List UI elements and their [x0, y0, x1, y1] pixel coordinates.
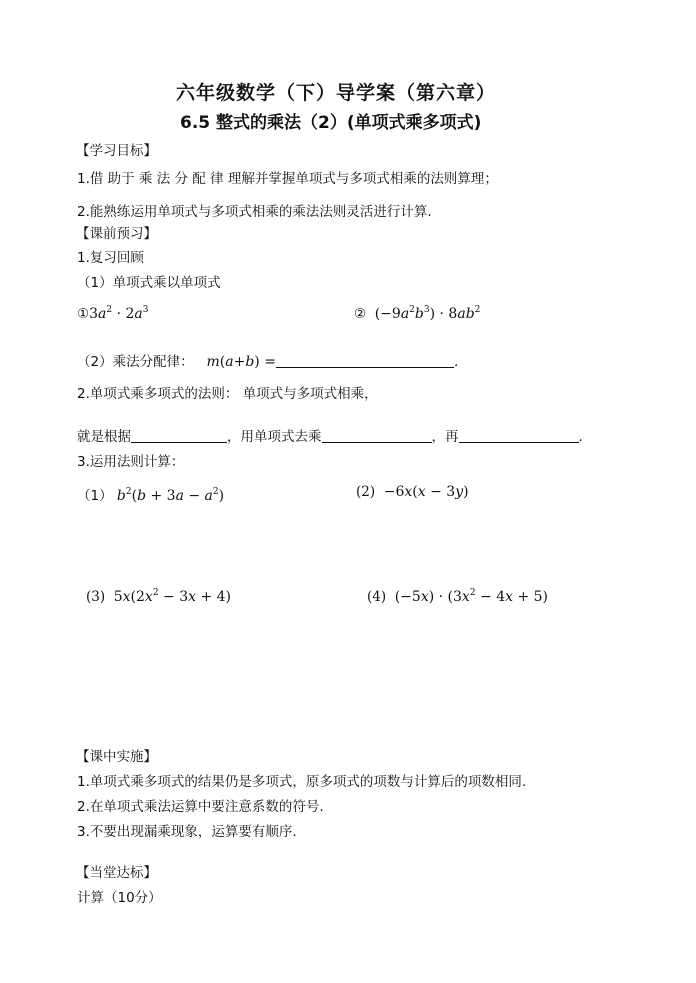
- exercise-2-expression: $(-9a^2b^3) \cdot 8ab^2$: [374, 305, 481, 322]
- rule-part-2: ，用单项式去乘: [227, 429, 322, 445]
- objectives-heading: 【学习目标】: [76, 143, 157, 159]
- rule-blank-3[interactable]: [459, 428, 579, 443]
- calc-problem-2-expression: −6x(x − 3y): [383, 484, 469, 500]
- calc-problem-4-expression: $(-5x) \cdot (3x^2 - 4x + 5)$: [394, 588, 549, 605]
- review-heading: 1.复习回顾: [77, 250, 144, 266]
- distributive-law-blank[interactable]: [276, 353, 454, 368]
- calc-problem-1-label: （1）: [77, 488, 113, 504]
- calc-problem-1-expression: $b^2(b + 3a - a^2)$: [116, 487, 225, 504]
- implementation-heading: 【课中实施】: [76, 749, 157, 765]
- calc-problem-2: [356, 484, 469, 500]
- rule-end: .: [578, 429, 583, 445]
- exercise-1: [77, 306, 149, 322]
- calc-problem-3-expression: $5x(2x^2 - 3x + 4)$: [113, 588, 232, 605]
- implementation-item-3: 3.不要出现漏乘现象，运算要有顺序.: [77, 824, 297, 840]
- objective-item-1: 1.借 助于 乘 法 分 配 律 理解并掌握单项式与多项式相乘的法则算理；: [77, 171, 498, 187]
- sub1-heading: （1）单项式乘以单项式: [77, 275, 221, 291]
- rule-fill-line: [77, 425, 583, 445]
- calc-problem-4: [367, 589, 548, 605]
- preview-heading: 【课前预习】: [76, 226, 157, 242]
- calc-problem-3-label: (3): [86, 589, 106, 605]
- distributive-law-line: [77, 350, 458, 370]
- rule-blank-1[interactable]: [131, 428, 227, 443]
- distributive-law-label: （2）乘法分配律：: [77, 354, 194, 370]
- calc-problem-1: [77, 484, 224, 504]
- calc-problem-2-label: (2): [356, 484, 376, 500]
- calc-problem-4-label: (4): [367, 589, 387, 605]
- calc-heading: 3.运用法则计算：: [77, 454, 185, 470]
- objective-item-2: 2.能熟练运用单项式与多项式相乘的乘法法则灵活进行计算.: [77, 204, 432, 220]
- distributive-law-expression: m(a+b) =: [206, 354, 276, 370]
- assessment-heading: 【当堂达标】: [76, 865, 157, 881]
- page-subtitle: 6.5 整式的乘法（2）(单项式乘多项式): [180, 113, 482, 133]
- exercise-2: [354, 306, 480, 322]
- assessment-item-1: 计算（10分）: [77, 890, 162, 906]
- rule-line: 2.单项式乘多项式的法则： 单项式与多项式相乘，: [77, 386, 378, 402]
- calc-problem-3: [86, 589, 231, 605]
- rule-part-1: 就是根据: [77, 429, 131, 445]
- implementation-item-1: 1.单项式乘多项式的结果仍是多项式，原多项式的项数与计算后的项数相同.: [77, 774, 527, 790]
- rule-blank-2[interactable]: [322, 428, 432, 443]
- implementation-item-2: 2.在单项式乘法运算中要注意系数的符号.: [77, 799, 324, 815]
- exercise-1-label: ①: [77, 306, 90, 322]
- exercise-1-expression: $3a^2 \cdot 2a^3$: [89, 305, 149, 322]
- distributive-law-end: .: [453, 354, 459, 370]
- rule-part-3: ，再: [431, 429, 459, 445]
- exercise-2-label: ②: [354, 306, 367, 322]
- page-title: 六年级数学（下）导学案（第六章）: [176, 82, 497, 104]
